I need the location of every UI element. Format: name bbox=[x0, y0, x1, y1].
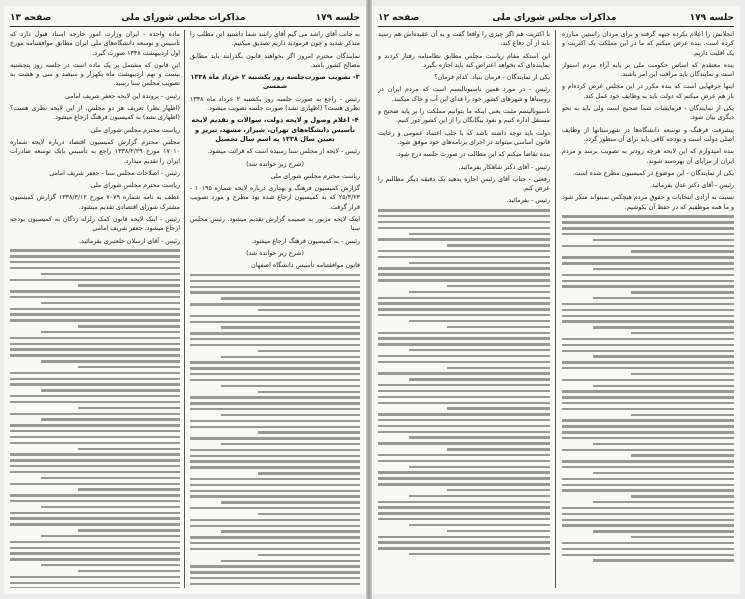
text-line bbox=[378, 541, 550, 543]
text-line bbox=[409, 291, 550, 293]
text-line bbox=[562, 227, 734, 229]
text-line bbox=[562, 507, 734, 509]
paragraph: گزارش کمیسیون فرهنگ و بهداری درباره لایحه شماره ۱۰۱۹۵ - ۲۵/۳/۲۳ که به کمیسیون ارجاع شده بود مطرح و مورد تصویب قرار گرفت. bbox=[190, 185, 360, 211]
right-page-title: مذاکرات مجلس شورای ملی bbox=[492, 13, 617, 23]
text-line bbox=[447, 530, 550, 532]
paragraph: با اکثریت هم اگر چیزی را واقعا گفت و به آن عقیده‌اش هم رسید باید از آن دفاع کند. bbox=[378, 31, 550, 48]
text-line bbox=[378, 483, 550, 485]
text-line bbox=[190, 402, 360, 404]
right-page-session: جلسه ۱۷۹ bbox=[689, 13, 734, 23]
text-line bbox=[562, 396, 734, 398]
paragraph: این قانون که مشتمل بر یک ماده است در جلسه روز پنجشنبه بیست و نهم اردیبهشت ماه یکهزار و سیصد و سی و هشت به تصویب مجلس سنا رسید. bbox=[10, 61, 180, 88]
text-line bbox=[562, 402, 734, 404]
left-page-number: صفحه ۱۳ bbox=[10, 13, 52, 23]
text-line bbox=[190, 420, 360, 422]
text-line bbox=[10, 547, 180, 549]
text-line bbox=[190, 303, 360, 305]
text-line bbox=[562, 419, 734, 421]
paragraph: رفعتی - جناب آقای رئیس اجازه بدهید یک دقیقه دیگر مطالبم را عرض کنم. bbox=[378, 175, 550, 193]
paragraph: رئیس - آقای دکتر عدل بفرمائید. bbox=[649, 182, 734, 190]
text-line bbox=[593, 559, 734, 561]
paragraph: رئیس - در مورد همین ناسیونالیسم است که مردم ایران در روستاها و شهرهای کشور خود را فدای این آب و خاک میکنند. bbox=[378, 86, 550, 103]
text-line bbox=[221, 326, 360, 328]
text-line bbox=[41, 418, 180, 420]
text-line bbox=[10, 424, 180, 426]
text-line bbox=[10, 383, 180, 385]
text-line bbox=[562, 256, 734, 258]
text-line bbox=[593, 501, 734, 503]
text-line bbox=[409, 349, 550, 351]
text-line bbox=[378, 355, 550, 357]
text-line bbox=[10, 587, 180, 588]
text-line bbox=[378, 547, 550, 549]
text-line bbox=[562, 489, 734, 491]
text-line bbox=[378, 337, 550, 339]
text-line bbox=[221, 443, 360, 445]
paragraph: رئیس - آقای ارسلان خلعتبری بفرمائید. bbox=[79, 237, 180, 245]
text-line bbox=[378, 227, 550, 229]
text-line bbox=[190, 577, 360, 579]
paragraph: دولت باید توجه داشته باشد که با جلب اعتماد عمومی و رعایت قانون اساسی میتواند در اجرای برنامه‌های خود موفق شود. bbox=[378, 129, 550, 146]
text-line bbox=[190, 478, 360, 480]
text-line bbox=[562, 379, 734, 381]
text-line bbox=[10, 494, 180, 496]
text-line bbox=[10, 401, 180, 403]
text-line bbox=[10, 290, 180, 292]
text-line bbox=[10, 337, 180, 339]
text-line bbox=[258, 391, 360, 393]
paragraph: نمایندگان محترم امروز اگر بخواهند قانون بگذرانند باید مطابق مصالح کشور باشد. bbox=[190, 52, 360, 69]
text-line bbox=[190, 361, 360, 363]
text-line bbox=[190, 519, 360, 521]
text-line bbox=[378, 454, 550, 456]
left-page-session: جلسه ۱۷۹ bbox=[315, 13, 360, 23]
text-line bbox=[562, 344, 734, 346]
text-line bbox=[593, 268, 734, 270]
right-page bbox=[372, 6, 740, 594]
text-line bbox=[562, 285, 734, 287]
text-line bbox=[562, 425, 734, 427]
text-line bbox=[593, 297, 734, 299]
text-line bbox=[447, 489, 550, 491]
text-line bbox=[10, 523, 180, 525]
text-line bbox=[562, 548, 734, 550]
paragraph: عطف به نامه شماره ۷۰۷۹ مورخ ۱۳۳۸/۳/۱۲ گزارش کمیسیون مشترک شورای اقتصادی تقدیم میشود. bbox=[10, 194, 180, 211]
paragraph: یکی از نمایندگان - این موضوع در کمیسیون مطرح شده است. bbox=[572, 169, 734, 177]
text-line bbox=[378, 460, 550, 462]
text-line bbox=[10, 541, 180, 543]
text-line bbox=[447, 367, 550, 369]
text-line bbox=[78, 488, 180, 490]
text-line bbox=[378, 332, 550, 334]
text-line bbox=[10, 459, 180, 461]
text-line bbox=[10, 372, 180, 374]
text-line bbox=[562, 338, 734, 340]
paragraph: پیشرفت فرهنگ و توسعه دانشگاه‌ها در شهرستانها از وظایف اصلی دولت است و بودجه کافی باید برای آن منظور گردد. bbox=[562, 126, 734, 143]
text-line bbox=[409, 320, 550, 322]
text-line bbox=[190, 484, 360, 486]
paragraph: رئیس - لایحه از مجلس سنا رسیده است که قرائت میشود. bbox=[207, 148, 360, 156]
text-line bbox=[631, 332, 734, 334]
text-line bbox=[10, 576, 180, 578]
text-lines bbox=[10, 249, 180, 588]
text-line bbox=[78, 284, 180, 286]
text-line bbox=[378, 314, 550, 316]
text-line bbox=[447, 244, 550, 246]
text-line bbox=[221, 297, 360, 299]
text-line bbox=[10, 249, 180, 251]
text-line bbox=[378, 425, 550, 427]
text-line bbox=[378, 279, 550, 281]
text-line bbox=[41, 331, 180, 333]
column-divider bbox=[555, 30, 556, 588]
text-line bbox=[190, 495, 360, 497]
right-page-header bbox=[378, 10, 734, 27]
text-line bbox=[190, 367, 360, 369]
text-line bbox=[10, 413, 180, 415]
text-line bbox=[378, 215, 550, 217]
text-line bbox=[378, 297, 550, 299]
text-line bbox=[190, 565, 360, 567]
text-line bbox=[378, 471, 550, 473]
text-line bbox=[562, 320, 734, 322]
text-line bbox=[562, 361, 734, 363]
text-line bbox=[562, 524, 734, 526]
text-line bbox=[41, 564, 180, 566]
text-line bbox=[562, 554, 734, 556]
left-page-column-right bbox=[190, 30, 360, 588]
text-line bbox=[190, 286, 360, 288]
text-line bbox=[378, 372, 550, 374]
text-line bbox=[378, 308, 550, 310]
text-line bbox=[378, 396, 550, 398]
text-line bbox=[10, 582, 180, 584]
text-line bbox=[378, 390, 550, 392]
right-page-column-left bbox=[378, 30, 550, 588]
text-line bbox=[10, 267, 180, 269]
text-line bbox=[190, 396, 360, 398]
text-line bbox=[593, 239, 734, 241]
text-line bbox=[378, 238, 550, 240]
text-line bbox=[10, 558, 180, 560]
text-line bbox=[190, 274, 360, 276]
text-line bbox=[562, 350, 734, 352]
column-divider bbox=[184, 30, 185, 588]
paragraph: یکی از نمایندگان - فرمایشات شما صحیح است ولی باید به نحو دیگری بیان شود. bbox=[562, 105, 734, 122]
text-line bbox=[378, 256, 550, 258]
text-line bbox=[409, 436, 550, 438]
text-line bbox=[593, 355, 734, 357]
text-line bbox=[190, 571, 360, 573]
paragraph: رئیس - پرونده این لایحه جعفر شریف امامی bbox=[65, 92, 180, 100]
text-line bbox=[447, 448, 550, 450]
paragraph: رئیس - اینک لایحه قانون کمک زلزله زدگان به کمیسیون بودجه ارجاع میشود. جعفر شریف امامی bbox=[10, 216, 180, 233]
text-lines bbox=[562, 215, 734, 561]
paragraph: ماده واحده - ایران وزارت امور خارجه اسناد قبول دارد که تأسیس و توسعه دانشگاه‌های ملی ایران مطابق موافقتنامه مورخ اول اردیبهشت ۱۳۳۸ صورت گیرد. bbox=[10, 31, 180, 57]
text-line bbox=[562, 315, 734, 317]
paragraph: بنده امیدوارم که این لایحه هرچه زودتر به تصویب برسد و مردم ایران از مزایای آن بهره‌مند شوند. bbox=[562, 148, 734, 165]
text-line bbox=[409, 378, 550, 380]
paragraph: بنده تقاضا میکنم که این مطالب در صورت جلسه درج شود. bbox=[395, 151, 550, 159]
text-line bbox=[378, 536, 550, 538]
text-line bbox=[258, 350, 360, 352]
text-line bbox=[221, 501, 360, 503]
text-line bbox=[10, 343, 180, 345]
paragraph: ریاست محترم مجلس شورای ملی bbox=[270, 172, 360, 180]
text-line bbox=[562, 390, 734, 392]
text-line bbox=[190, 373, 360, 375]
text-line bbox=[190, 379, 360, 381]
paragraph: رئیس - اصلاحات مجلس سنا - جعفر شریف امامی bbox=[49, 169, 180, 177]
paragraph: نسبت به آزادی انتخابات و حقوق مردم هیچکس نمیتواند منکر شود و ما همه موظفیم که در حفظ آن بکوشیم. bbox=[562, 194, 734, 211]
paragraph: رئیس - آقای دکتر شاهکار بفرمائید. bbox=[458, 163, 550, 171]
text-line bbox=[562, 221, 734, 223]
text-line bbox=[562, 309, 734, 311]
text-line bbox=[41, 273, 180, 275]
text-line bbox=[190, 280, 360, 282]
text-line bbox=[631, 373, 734, 375]
text-line bbox=[378, 501, 550, 503]
text-line bbox=[221, 356, 360, 358]
paragraph: ۴- اعلام وصول و لایحه دولت، سوالات و تقدیم لایحه تأسیس دانشگاه‌های تهران، شیراز، مشهد، تبریز و تعیین سال ۱۳۳۸ به اسم سال تحصیل bbox=[191, 116, 359, 143]
text-line bbox=[409, 466, 550, 468]
text-line bbox=[378, 221, 550, 223]
text-line bbox=[78, 325, 180, 327]
text-line bbox=[10, 319, 180, 321]
text-line bbox=[190, 466, 360, 468]
right-page-number: صفحه ۱۲ bbox=[378, 13, 420, 23]
text-line bbox=[10, 483, 180, 485]
text-line bbox=[10, 308, 180, 310]
paragraph: اینک لایحه مزبور به ضمیمه گزارش تقدیم میشود. رئیس مجلس سنا bbox=[190, 216, 360, 233]
text-line bbox=[378, 419, 550, 421]
paragraph: قانون موافقتنامه تأسیس دانشگاه اصفهان bbox=[251, 262, 360, 270]
text-line bbox=[10, 255, 180, 257]
text-line bbox=[562, 478, 734, 480]
text-line bbox=[593, 326, 734, 328]
text-line bbox=[562, 367, 734, 369]
text-line bbox=[562, 513, 734, 515]
text-line bbox=[562, 274, 734, 276]
text-line bbox=[631, 414, 734, 416]
text-lines bbox=[378, 209, 550, 555]
text-line bbox=[10, 261, 180, 263]
text-line bbox=[190, 548, 360, 550]
text-line bbox=[593, 443, 734, 445]
text-line bbox=[78, 407, 180, 409]
text-line bbox=[378, 250, 550, 252]
text-line bbox=[41, 360, 180, 362]
text-line bbox=[447, 326, 550, 328]
text-line bbox=[190, 426, 360, 428]
paragraph: (شرح زیر خوانده شد) bbox=[246, 249, 304, 257]
text-line bbox=[593, 530, 734, 532]
text-line bbox=[447, 407, 550, 409]
text-line bbox=[409, 553, 550, 555]
text-line bbox=[409, 495, 550, 497]
text-line bbox=[10, 512, 180, 514]
text-line bbox=[10, 465, 180, 467]
text-line bbox=[10, 378, 180, 380]
text-line bbox=[562, 262, 734, 264]
text-line bbox=[190, 344, 360, 346]
text-line bbox=[190, 437, 360, 439]
text-line bbox=[41, 302, 180, 304]
text-line bbox=[409, 524, 550, 526]
text-line bbox=[10, 430, 180, 432]
paragraph: رئیس - به کمیسیون فرهنگ ارجاع میشود. bbox=[251, 237, 360, 245]
text-line bbox=[190, 449, 360, 451]
paragraph: این استکه مقام ریاست مجلس مطابق نظامنامه رفتار کردند و نماینده‌ای که بخواهد اعتراض کند باید اجازه بگیرد. bbox=[378, 52, 550, 69]
text-line bbox=[378, 267, 550, 269]
text-line bbox=[10, 395, 180, 397]
paragraph: رئیس - بفرمائید. bbox=[506, 197, 550, 205]
text-line bbox=[562, 431, 734, 433]
paragraph: یکی از نمایندگان - فرمان بنیاد. کدام فرمان؟ bbox=[434, 74, 550, 82]
left-page-title: مذاکرات مجلس شورای ملی bbox=[121, 13, 246, 23]
text-line bbox=[378, 431, 550, 433]
text-line bbox=[41, 506, 180, 508]
text-line bbox=[378, 209, 550, 211]
text-line bbox=[562, 280, 734, 282]
text-line bbox=[10, 279, 180, 281]
text-line bbox=[78, 570, 180, 572]
paragraph: انجلانش را اعلام نکرده جبهه گرفته و برای مردان راستین مبارزه کرده است. بنده عرض میکنم که ما در این مملکت یک اکثریت و یک اقلیت داریم. bbox=[562, 31, 734, 57]
text-line bbox=[378, 512, 550, 514]
text-line bbox=[78, 529, 180, 531]
text-line bbox=[562, 245, 734, 247]
text-line bbox=[378, 477, 550, 479]
text-line bbox=[258, 472, 360, 474]
text-line bbox=[378, 518, 550, 520]
paragraph: بنده معتقدم که اساس حکومت ملی بر پایه آراء مردم استوار است و نمایندگان باید مراقب این امر باشند. bbox=[562, 61, 734, 79]
text-line bbox=[190, 583, 360, 585]
text-line bbox=[10, 453, 180, 455]
text-line bbox=[10, 471, 180, 473]
text-line bbox=[10, 442, 180, 444]
text-line bbox=[190, 315, 360, 317]
text-line bbox=[190, 536, 360, 538]
text-line bbox=[378, 343, 550, 345]
text-line bbox=[562, 215, 734, 217]
text-line bbox=[593, 472, 734, 474]
paragraph: به جانب آقای راشد می گیم آقای راشد شما داشتید این مطلب را متذکر شدید و چون فرمودید داریم تصدیق میکنیم. bbox=[190, 31, 360, 48]
text-line bbox=[10, 354, 180, 356]
text-line bbox=[258, 309, 360, 311]
text-line bbox=[10, 500, 180, 502]
left-page-header bbox=[10, 10, 360, 27]
text-line bbox=[562, 437, 734, 439]
text-line bbox=[562, 466, 734, 468]
text-line bbox=[593, 385, 734, 387]
left-page-column-left bbox=[10, 30, 180, 588]
text-line bbox=[562, 542, 734, 544]
text-line bbox=[10, 436, 180, 438]
text-line bbox=[378, 273, 550, 275]
paragraph: رئیس - راجع به صورت جلسه روز یکشنبه ۲ خرداد ماه ۱۳۳۸ نظری هست؟ (اظهاری نشد) صورت جلسه تصویب میشود. bbox=[190, 95, 360, 113]
text-line bbox=[631, 454, 734, 456]
text-line bbox=[378, 413, 550, 415]
text-line bbox=[631, 495, 734, 497]
text-line bbox=[221, 414, 360, 416]
text-line bbox=[409, 233, 550, 235]
text-line bbox=[190, 408, 360, 410]
text-line bbox=[378, 442, 550, 444]
paragraph: ریاست محترم مجلس شورای ملی bbox=[90, 182, 180, 190]
text-line bbox=[378, 384, 550, 386]
text-line bbox=[631, 536, 734, 538]
text-line bbox=[258, 513, 360, 515]
text-lines bbox=[190, 274, 360, 588]
paragraph: ناسیونالیسم مثبت یعنی اینکه ما بتوانیم مملکت را بر پایه صحیح و مستقل اداره کنیم و نفوذ بیگانگان را از این کشور دور کنیم. bbox=[378, 108, 550, 125]
text-line bbox=[41, 535, 180, 537]
text-line bbox=[190, 291, 360, 293]
text-line bbox=[190, 507, 360, 509]
text-line bbox=[10, 348, 180, 350]
text-line bbox=[190, 455, 360, 457]
text-line bbox=[378, 506, 550, 508]
text-line bbox=[190, 525, 360, 527]
text-line bbox=[562, 460, 734, 462]
text-line bbox=[562, 449, 734, 451]
text-line bbox=[409, 262, 550, 264]
text-line bbox=[190, 490, 360, 492]
text-line bbox=[190, 460, 360, 462]
text-line bbox=[562, 408, 734, 410]
text-line bbox=[10, 552, 180, 554]
text-line bbox=[190, 321, 360, 323]
text-line bbox=[378, 302, 550, 304]
text-line bbox=[378, 361, 550, 363]
text-line bbox=[10, 313, 180, 315]
text-line bbox=[41, 477, 180, 479]
text-line bbox=[10, 296, 180, 298]
paragraph: مجلس محترم گزارش کمیسیون اقتصاد درباره لایحه شماره ۱۷۰۱۰ مورخ ۱۳۳۸/۲/۲۹ راجع به تأسیس بانک توسعه صادرات ایران را تقدیم میدارد. bbox=[10, 138, 180, 165]
paragraph: (اظهار نظر) تعریف هر دو مجلس، از این لایحه نظری هست؟ (اظهاری نشد) به کمیسیون فرهنگ ارجاع میشود. bbox=[10, 105, 180, 122]
text-line bbox=[562, 484, 734, 486]
text-line bbox=[258, 554, 360, 556]
right-page-column-right bbox=[562, 30, 734, 588]
left-page bbox=[4, 6, 366, 594]
text-line bbox=[221, 530, 360, 532]
text-line bbox=[190, 338, 360, 340]
text-line bbox=[447, 285, 550, 287]
text-line bbox=[562, 303, 734, 305]
text-line bbox=[378, 402, 550, 404]
text-line bbox=[190, 542, 360, 544]
paragraph: اینها حرفهایی است که بنده مکرر در این مجلس عرض کرده‌ام و باز هم عرض میکنم که دولت باید به وظایف خود عمل کند. bbox=[562, 83, 734, 100]
text-line bbox=[631, 291, 734, 293]
text-line bbox=[190, 332, 360, 334]
text-line bbox=[221, 560, 360, 562]
text-line bbox=[78, 448, 180, 450]
text-line bbox=[258, 431, 360, 433]
paragraph: (شرح زیر خوانده شد) bbox=[246, 160, 304, 168]
text-line bbox=[41, 389, 180, 391]
text-line bbox=[221, 385, 360, 387]
text-line bbox=[631, 250, 734, 252]
paragraph: ۳- تصویب صورت‌جلسه روز یکشنبه ۲ خرداد ماه ۱۳۳۸ شمسی bbox=[190, 73, 360, 91]
text-line bbox=[562, 233, 734, 235]
text-line bbox=[562, 519, 734, 521]
text-line bbox=[78, 366, 180, 368]
paragraph: ریاست محترم مجلس شورای ملی bbox=[90, 126, 180, 134]
text-line bbox=[10, 517, 180, 519]
